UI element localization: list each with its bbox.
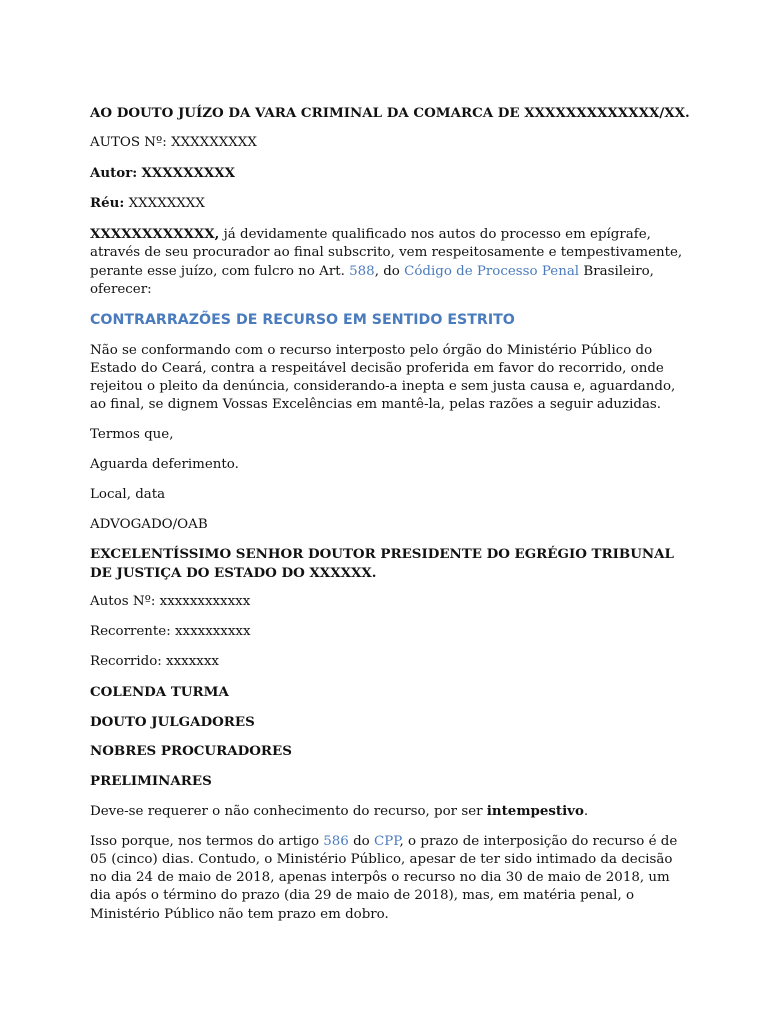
preliminar-paragraph-2: [90, 833, 690, 924]
recorrente-line: Recorrente: xxxxxxxxxx: [90, 624, 251, 640]
link-codigo-processo-penal[interactable]: Código de Processo Penal: [404, 263, 580, 279]
tribunal-address: EXCELENTÍSSIMO SENHOR DOUTOR PRESIDENTE DO EGRÉGIO TRIBUNAL DE JUSTIÇA DO ESTADO DO XXXXXX.: [90, 546, 674, 581]
preliminar-2-rest: , o prazo de interposição do recurso é de 05 (cinco) dias. Contudo, o Ministério Público, apesar de ter sido intimado da decisão no dia 24 de maio de 2018, apenas interpôs o recurso no dia 30 de maio de 2018, um dia após o término do prazo (dia 29 de maio de 2018), mas, em matéria penal, o Ministério Público não tem prazo em dobro.: [90, 833, 678, 922]
tribunal-autos-line: Autos Nº: xxxxxxxxxxxx: [90, 594, 251, 610]
advogado-line: ADVOGADO/OAB: [90, 516, 208, 532]
intro-text-3: Brasileiro, oferecer:: [90, 263, 654, 297]
recorrido-line: Recorrido: xxxxxxx: [90, 653, 219, 669]
intempestivo-word: intempestivo: [486, 802, 584, 819]
preliminar-text-end: .: [583, 803, 589, 819]
intro-name: XXXXXXXXXXXX,: [90, 226, 220, 243]
autor-line: [90, 164, 690, 183]
aguarda-line: Aguarda deferimento.: [90, 457, 239, 472]
link-article-588[interactable]: 588: [349, 263, 375, 279]
colenda-turma: COLENDA TURMA: [90, 683, 229, 700]
reu-line: [90, 194, 690, 213]
document-body: [90, 104, 690, 935]
autor-value: XXXXXXXXX: [141, 164, 236, 181]
nobres-procuradores: NOBRES PROCURADORES: [90, 743, 292, 760]
section-heading: CONTRARRAZÕES DE RECURSO EM SENTIDO ESTRITO: [90, 311, 515, 328]
preliminar-paragraph-1: [90, 802, 690, 821]
preliminar-text-1: Deve-se requerer o não conhecimento do recurso, por ser: [90, 803, 487, 819]
preliminar-2-start: Isso porque, nos termos do artigo: [90, 833, 324, 849]
local-data-line: Local, data: [90, 486, 166, 502]
preliminares-heading: PRELIMINARES: [90, 773, 212, 790]
termos-line: Termos que,: [90, 427, 174, 443]
reu-value: XXXXXXXX: [128, 196, 205, 212]
intro-text-2: , do: [374, 263, 405, 279]
douto-julgadores: DOUTO JULGADORES: [90, 713, 255, 730]
link-article-586[interactable]: 586: [323, 833, 349, 849]
intro-text-1: já devidamente qualificado nos autos do processo em epígrafe, através de seu procurador ao final subscrito, vem respeitosamente e tempestivamente, perante esse juízo, com fulcro no Art.: [90, 227, 683, 279]
body-paragraph-1: Não se conformando com o recurso interposto pelo órgão do Ministério Público do Estado do Ceará, contra a respeitável decisão proferida em favor do recorrido, onde rejeitou o pleito da denúncia, considerando-a inepta e sem justa causa e, aguardando, ao final, se dignem Vossas Excelências em mantê-la, pelas razões a seguir aduzidas.: [90, 342, 676, 413]
link-cpp[interactable]: CPP: [373, 833, 400, 849]
court-address: AO DOUTO JUÍZO DA VARA CRIMINAL DA COMARCA DE XXXXXXXXXXXXX/XX.: [90, 105, 690, 121]
autos-line: AUTOS Nº: XXXXXXXXX: [90, 134, 257, 150]
intro-paragraph: [90, 225, 690, 299]
preliminar-2-mid: do: [348, 833, 374, 849]
autor-label: Autor:: [90, 164, 138, 181]
reu-label: Réu:: [90, 195, 125, 212]
